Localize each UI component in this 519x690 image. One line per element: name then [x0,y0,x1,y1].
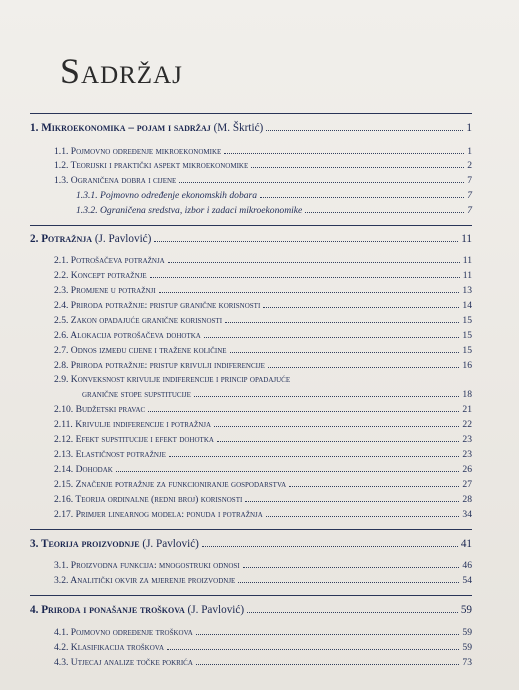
section-label: 4.2. Klasifikacija troškova [54,642,164,653]
dot-leader [196,663,460,665]
dot-leader [251,166,464,168]
toc-section-first-line[interactable] [54,374,472,385]
dot-leader [266,515,460,517]
toc-section[interactable] [54,494,472,505]
chapter-rule [30,113,472,114]
toc-section[interactable] [54,479,472,490]
section-label: 2.5. Zakon opadajuće granične korisnosti [54,315,223,326]
page-number: 15 [462,315,472,326]
dot-leader [169,455,460,457]
chapter-author: (J. Pavlović) [94,233,152,245]
section-label: 2.3. Promjene u potražnji [54,285,156,296]
dot-leader [194,395,460,397]
toc-section[interactable] [54,285,472,296]
toc-section[interactable] [54,575,472,586]
page-number: 59 [460,604,472,616]
page-number: 1 [466,122,472,134]
section-label: 4.3. Utjecaj analize točke pokrića [54,657,193,668]
toc-section[interactable] [54,255,472,266]
dot-leader [214,425,459,427]
page-number: 15 [462,345,472,356]
section-label: 2.12. Efekt supstitucije i efekt dohotka [54,434,214,445]
toc-chapter-3[interactable] [30,538,472,550]
dot-leader [260,196,464,198]
section-label: 2.16. Teorija ordinalne (redni broj) korisnosti [54,494,243,505]
section-label-continuation: granične stope supstitucije [82,389,191,400]
dot-leader [305,211,464,213]
section-label: 2.2. Koncept potražnje [54,270,147,281]
dot-leader [289,485,459,487]
page-number: 7 [467,205,472,216]
page-number: 23 [462,434,472,445]
dot-leader [245,500,459,502]
chapter-rule [30,225,472,226]
section-label: 2.8. Priroda potražnje: pristup krivulji indiferencije [54,360,265,371]
toc-section[interactable] [54,642,472,653]
dot-leader [263,306,459,308]
dot-leader [224,152,464,154]
chapter-label: 3. Teorija proizvodnje [30,538,140,550]
dot-leader [204,336,460,338]
page-number: 27 [462,479,472,490]
page-number: 46 [462,560,472,571]
dot-leader [148,410,459,412]
toc-subsection[interactable] [76,190,472,201]
toc-subsection[interactable] [76,205,472,216]
page-number: 13 [462,285,472,296]
toc-section[interactable] [54,434,472,445]
section-label: 2.4. Priroda potražnje: pristup granične korisnosti [54,300,261,311]
section-label: 2.1. Potrošačeva potražnja [54,255,165,266]
page-number: 1 [467,146,472,157]
section-label: 2.10. Budžetski pravac [54,404,146,415]
section-label: 1.1. Pojmovno određenje mikroekonomike [54,146,222,157]
dot-leader [247,611,458,613]
toc-section[interactable] [54,175,472,186]
page-number: 11 [462,270,472,281]
dot-leader [225,321,459,323]
toc-chapter-1[interactable] [30,122,472,134]
toc-section[interactable] [54,449,472,460]
page-number: 11 [462,255,472,266]
page-number: 22 [462,419,472,430]
dot-leader [154,240,458,242]
page-number: 28 [462,494,472,505]
dot-leader [202,545,458,547]
chapter-label: 2. Potražnja [30,233,93,245]
page-number: 15 [462,330,472,341]
page-number: 7 [467,175,472,186]
page-number: 41 [460,538,472,550]
section-label: 2.6. Alokacija potrošačeva dohotka [54,330,201,341]
toc-section[interactable] [54,419,472,430]
toc-chapter-2[interactable] [30,233,472,245]
page-number: 59 [462,627,472,638]
chapter-label: 4. Priroda i ponašanje troškova [30,604,185,616]
section-label: 2.9. Konveksnost krivulje indiferencije i princip opadajuće [54,374,291,385]
section-label: 1.2. Teorijski i praktički aspekt mikroekonomike [54,160,249,171]
toc-section[interactable] [54,360,472,371]
section-label: 3.1. Proizvodna funkcija: mnogostruki odnosi [54,560,240,571]
section-label: 4.1. Pojmovno određenje troškova [54,627,193,638]
dot-leader [268,366,459,368]
page-number: 73 [462,657,472,668]
dot-leader [238,581,459,583]
toc-section[interactable] [54,464,472,475]
chapter-author: (J. Pavlović) [187,604,245,616]
page-number: 14 [462,300,472,311]
dot-leader [150,276,460,278]
toc-section[interactable] [54,509,472,520]
toc-section[interactable] [54,160,472,171]
section-label: 3.2. Analitički okvir za mjerenje proizvodnje [54,575,236,586]
bleed-through-text [300,4,510,204]
toc-section[interactable] [54,345,472,356]
dot-leader [179,181,464,183]
toc-section[interactable] [54,330,472,341]
section-label: 1.3. Ograničena dobra i cijene [54,175,177,186]
page-number: 11 [461,233,472,245]
dot-leader [230,351,460,353]
page-number: 21 [462,404,472,415]
dot-leader [167,648,459,650]
toc-section[interactable] [54,657,472,668]
chapter-author: (J. Pavlović) [142,538,199,550]
subsection-label: 1.3.1. Pojmovno određenje ekonomskih dobara [76,190,258,201]
page-number: 7 [467,190,472,201]
page-number: 16 [462,360,472,371]
toc-section[interactable] [54,627,472,638]
dot-leader [168,261,460,263]
chapter-author: (M. Škrtić) [213,122,264,134]
section-label: 2.7. Odnos između cijene i tražene količine [54,345,227,356]
toc-section[interactable] [54,404,472,415]
dot-leader [243,566,460,568]
page-title: Sadržaj [60,51,183,92]
page-number: 26 [462,464,472,475]
toc-chapter-4[interactable] [30,604,472,616]
page-number: 23 [462,449,472,460]
toc-section[interactable] [54,146,472,157]
dot-leader [217,440,459,442]
toc-section[interactable] [54,315,472,326]
page-number: 18 [462,389,472,400]
page-number: 59 [462,642,472,653]
section-label: 2.14. Dohodak [54,464,113,475]
toc-section[interactable] [54,270,472,281]
dot-leader [266,129,463,131]
page-number: 2 [467,160,472,171]
dot-leader [159,291,460,293]
page-number: 34 [462,509,472,520]
page-number: 54 [462,575,472,586]
dot-leader [116,470,460,472]
section-label: 2.17. Primjer linearnog modela: ponuda i potražnja [54,509,263,520]
toc-section-continuation[interactable] [82,389,472,400]
dot-leader [196,633,460,635]
toc-section[interactable] [54,300,472,311]
section-label: 2.15. Značenje potražnje za funkcioniranje gospodarstva [54,479,287,490]
chapter-label: 1. Mikroekonomika – pojam i sadržaj [30,122,211,134]
toc-section[interactable] [54,560,472,571]
section-label: 2.13. Elastičnost potražnje [54,449,166,460]
chapter-rule [30,595,472,596]
subsection-label: 1.3.2. Ograničena sredstva, izbor i zadaci mikroekonomike [76,205,303,216]
chapter-rule [30,529,472,530]
section-label: 2.11. Krivulje indiferencije i potražnja [54,419,212,430]
